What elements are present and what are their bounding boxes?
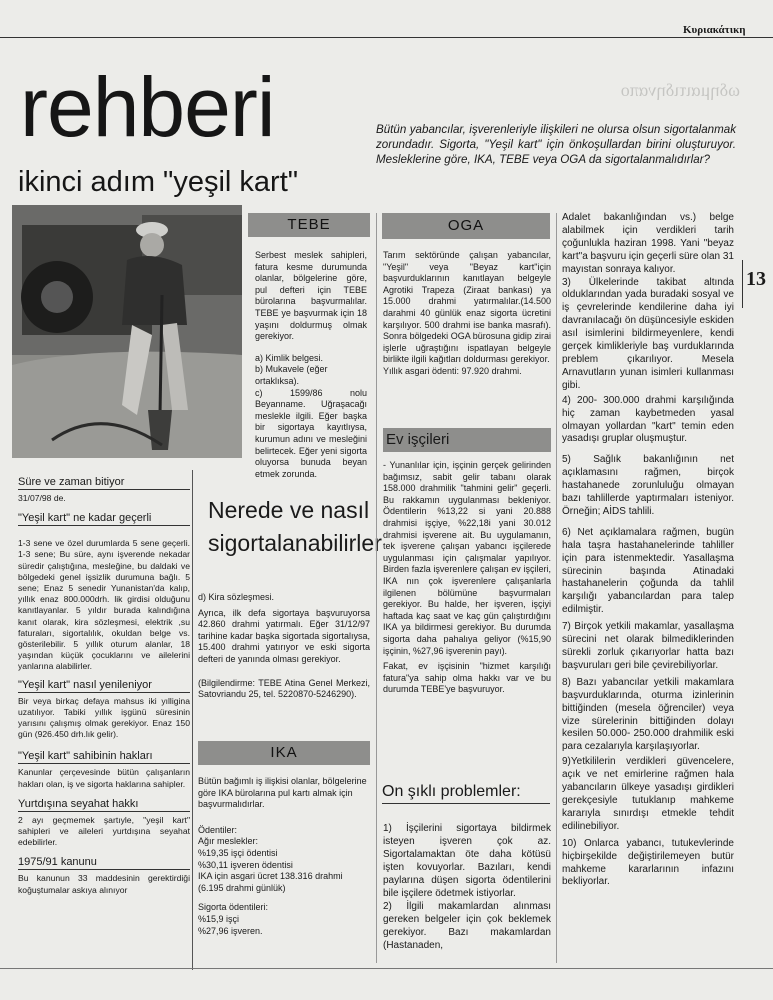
left-heading-6: 1975/91 kanunu bbox=[18, 856, 190, 870]
right-paragraph: 7) Birçok yetkili makamlar, yasallaşma sürecini net olarak bilmediklerinden sürekli zorluk çıkarıyorlar hatta bazı başvuruları geri bile çevirebiliyorlar. bbox=[562, 621, 734, 671]
ika-section bbox=[198, 776, 370, 937]
bottom-rule bbox=[0, 968, 773, 969]
tebe-item-c: c) 1599/86 nolu Beyanname. Uğraşacağı meslekle ilgili. Eğer başka bir sigortaya kayıtlıysa, kurumun adını ve mesleğini belirtecek. Eğer yeni sigorta oluyorsa bunuda beyan etmek zorunda. bbox=[255, 387, 367, 479]
column-rule bbox=[376, 213, 377, 963]
right-column bbox=[562, 212, 734, 889]
photo-illustration bbox=[12, 205, 242, 458]
column-rule bbox=[192, 470, 193, 970]
oga-paragraph: Tarım sektöründe çalışan yabancılar, "Yeşil" veya "Beyaz kart"için başvurduklarının kanıtlayan belgeyle Agrotiki Trapeza (Ziraat bankası) ya 15.000 drahmi yatırmalılar.(14.500 darahmi 40 günlük enaz sigorta ücretini karşılıyor. 500 drahmi ise banka masrafı). Sonra bölgedeki OGA bürosuna gidip zirai işlerle uğraştığını ispatlayan belgeyle birlikte ilgili kağıtları doldurması gerekiyor. bbox=[383, 250, 551, 365]
tebe-item-a: a) Kimlik belgesi. bbox=[255, 352, 324, 363]
ev-section bbox=[383, 460, 551, 696]
tebe-paragraph: Serbest meslek sahipleri, fatura kesme durumunda olanlar, bölgelerine göre, pul defteri için TEBE bürolarına başvurmalılar. TEBE ye başvurmak için 18 yaşını doldurmuş olmak gerekiyor. bbox=[255, 250, 367, 342]
tebe-info: (Bilgilendirme: TEBE Atina Genel Merkezi, Satovriandu 25, tel. 5220870-5246290). bbox=[198, 677, 370, 700]
right-paragraph: Adalet bakanlığından vs.) belge alabilmek için verdikleri tarih çoğunlukla haziran 1998. Yani "beyaz kart"a başvuru için geçerli süre olan 31 mayıstan sonraya kalıyor. bbox=[562, 212, 734, 275]
left-heading-4: "Yeşil kart" sahibinin hakları bbox=[18, 750, 190, 764]
ika-line: IKA için asgari ücret 138.316 drahmi (6.195 drahmi günlük) bbox=[198, 871, 343, 893]
left-text-1: 31/07/98 de. bbox=[18, 493, 66, 503]
ev-paragraph: - Yunanlılar için, işçinin gerçek gelirinden bağımsız, sabit gelir tabanı olarak 158.000 drahmilik "tahmini gelir" geçerli. Bu rakkamın uygulanması bekleniyor. Ödentilerin %13,22 si yani 20.888 drahmisi işçiye, %22,18i yani 30.012 drahmisi işverene ait. Bu uygulamanın, tek işverene çalışan yabancı işçilerede uygulanması için çalışmalar yapılıyor. Birden fazla işverenlere çalışan ev işçileri, IKA nın çok işverenlere çalışanlarla ilgilenen bölümüne başvurmaları gerekiyor. Bu halde, her işveren, işçiyi haftada kaç saat ve kaç gün çalıştırdığını IKA ya bildirmesi gerekiyor. Bu durumda sigorta daha pahalıya geliyor (%15,90 işçinin, %27,96 işverenin payı). bbox=[383, 460, 551, 656]
right-paragraph: 3) Ülkelerinde takibat altında olduklarından yada buradaki sosyal ve iş çevrelerinde kendilerine daha iyi davranılacağı ön düşüncesiyle eskiden asıl isimlerini bildirmeyenlere, kendi gerçek kimlikleriyle baş vurduklarında preblem çıkarılıyor. Mesela Arnavutların yunan isimleri kullanması gibi. bbox=[562, 276, 734, 391]
column-rule bbox=[556, 213, 557, 963]
left-heading-2: "Yeşil kart" ne kadar geçerli bbox=[18, 512, 190, 526]
page-number: 13 bbox=[746, 268, 766, 290]
page-number-tab bbox=[742, 260, 773, 308]
oga-annual: Yıllık asgari ödenti: 97.920 drahmi. bbox=[383, 365, 522, 376]
ika-heading: IKA bbox=[198, 741, 370, 765]
ika-paragraph: Bütün bağımlı iş ilişkisi olanlar, bölgelerine göre IKA bürolarına pul kartı almak için başvurmalıdırlar. bbox=[198, 776, 367, 810]
problems-section bbox=[383, 822, 551, 952]
tebe-fees: Ayrıca, ilk defa sigortaya başvuruyorsa 42.860 drahmi yatırmalı. Eğer 31/12/97 tarihine kadar başka sigortada sigortalıysa, 15.400 drahmi yatırıyor ve eski sigorta defteri de yanında olması gerekiyor. bbox=[198, 607, 370, 664]
bleed-through-text: ωδημαιτιδηναπο bbox=[620, 80, 740, 100]
tebe-continued bbox=[198, 592, 370, 701]
page-title: rehberi bbox=[20, 60, 275, 154]
problem-1: 1) İşçilerini sigortaya bildirmek isteyen işveren çok az. Sigortalamaktan öte daha kötüsü işten kovuyorlar. Bazıları, kendi paylarına düşen sigorta ödentilerini bile işçilere ödetmek istiyorlar. bbox=[383, 823, 551, 899]
left-text-6: Bu kanunun 33 maddesinin gerektirdiği koğuştumalar askıya alınıyor bbox=[18, 873, 190, 895]
ev-heading: Ev işçileri bbox=[383, 428, 551, 452]
worker-photo bbox=[12, 205, 242, 458]
ika-insurance bbox=[198, 902, 370, 937]
oga-section bbox=[383, 250, 551, 378]
ika-line: %19,35 işçi ödentisi bbox=[198, 847, 278, 858]
ika-line: %15,9 işçi bbox=[198, 913, 240, 924]
top-rule bbox=[0, 37, 773, 38]
tebe-item-d: d) Kira sözleşmesi. bbox=[198, 592, 275, 602]
intro-text: Bütün yabancılar, işverenleriyle ilişkileri ne olursa olsun sigortalanmak zorundadır. Sigorta, "Yeşil kart" için önkoşullardan birini oluşturuyor. Mesleklerine göre, IKA, TEBE veya OGA da sigortalanmalıdırlar? bbox=[376, 123, 736, 167]
problem-2: 2) İlgili makamlardan alınması gereken belgeler için çok beklemek gerekiyor. Bazı makamlardan (Hastanaden, bbox=[383, 901, 551, 951]
left-text-2: 1-3 sene ve özel durumlarda 5 sene geçerli. 1-3 sene; Bu süre, aynı işverende nekadar süredir çalıştığına, mesleğine, bu daldaki ve bölgedeki genel işsizlik durumuna bağlı. 5 sene; Enaz 5 senedir Yunanistan'da kalıp, yıllık enaz 800.000drh. lik girdisi olduğunu kanıtlayanlar. 5 yıldır burada kalındığına kanıt olarak, kira sözleşmesi, elektrik ,su faturaları, sigortalılık, okuldan belge vs. gösterilebilir. 5 yıllık oturum alanlar, 18 yaşından küçük çocuklarını ve ailelerini yanlarına alabilirler. bbox=[18, 538, 190, 672]
left-column bbox=[18, 476, 190, 896]
ika-line: Ödentiler: bbox=[198, 824, 238, 835]
page-subtitle: ikinci adım "yeşil kart" bbox=[18, 166, 299, 198]
right-paragraph: 6) Net açıklamalara rağmen, bugün hala taşra hastahanelerinde tahliller için para istenmektedir. Yasallaşma sürecinin başında Atinadaki hastahanelerin çoğunda da tahlil karşılığı yabancılardan para talep edilmiştir. bbox=[562, 526, 734, 616]
ika-line: Sigorta ödentileri: bbox=[198, 902, 269, 913]
ika-line: %27,96 işveren. bbox=[198, 925, 263, 936]
ika-payments bbox=[198, 825, 370, 895]
left-heading-1: Süre ve zaman bitiyor bbox=[18, 476, 190, 490]
oga-heading: OGA bbox=[382, 213, 550, 239]
left-text-3: Bir veya birkaç defaya mahsus iki yılligina uzatılıyor. Tabiki yıllık işgünü süresinin yarısını çalışmış olmak gerekiyor. Enaz 150 gün (926.450 drh.lık gelir). bbox=[18, 695, 190, 740]
right-paragraph: 8) Bazı yabancılar yetkili makamlara başvurduklarında, oturma izinlerinin bittiğinden (mesela öğrenciler) veya vize sürelerinin bittiğinden dolayı kesilen 50.000- 250.000 drahmilik eski para cezalarıyla karşılaşıyorlar. bbox=[562, 676, 734, 753]
tebe-item-b: b) Mukavele (eğer ortaklıksa). bbox=[255, 364, 328, 386]
left-heading-5: Yurtdışına seyahat hakkı bbox=[18, 798, 190, 812]
brand-label: Κυριακάτικη bbox=[683, 24, 746, 36]
tebe-section bbox=[255, 250, 367, 480]
right-paragraph: 9)Yetkililerin verdikleri güvencelere, açık ve net emirlerine rağmen hala yabancıların ülkeye yasadışı girdikleri gerekçesiyle tutuklanıp mahkeme kararıyla sınırdışı etmekle tehdit edilinebiliyor. bbox=[562, 756, 734, 832]
right-paragraph: 5) Sağlık bakanlığının net açıklamasını rağmen, birçok hastahanede zorunluluğu olmayan bazı tahlillerde yaptırmaları isteniyor. Örneğin; AİDS tahlili. bbox=[562, 454, 734, 517]
left-text-5: 2 ayı geçmemek şartıyle, "yeşil kart" sahipleri ve aileleri yurtdışına seyahat edebilirler. bbox=[18, 814, 190, 848]
ika-line: %30,11 işveren ödentisi bbox=[198, 859, 293, 870]
left-text-4: Kanunlar çerçevesinde bütün çalışanların hakları olan, iş ve sigorta haklarına sahipler. bbox=[18, 767, 190, 789]
right-paragraph: 4) 200- 300.000 drahmi karşılığında hiç zaman kaybetmeden yasal olmayan yollardan "kart" temin eden yasadışı gruplar oluşmuştur. bbox=[562, 394, 734, 445]
ev-paragraph-2: Fakat, ev işçisinin "hizmet karşılığı fatura"ya sahip olma hakkı var ve bu durumda TEBE'ye başvuruyor. bbox=[383, 661, 551, 695]
ika-line: Ağır meslekler: bbox=[198, 836, 259, 847]
tebe-heading: TEBE bbox=[248, 213, 370, 237]
section-title: Nerede ve nasıl sigortalanabilirler bbox=[208, 497, 382, 556]
problems-heading: On şıklı problemler: bbox=[382, 783, 550, 804]
right-paragraph: 10) Onlarca yabancı, tutukevlerinde hiçbirşekilde değiştirilemeyen butür mahkeme kararlarının infazını bekliyorlar. bbox=[562, 837, 734, 888]
left-heading-3: "Yeşil kart" nasıl yenileniyor bbox=[18, 679, 190, 693]
